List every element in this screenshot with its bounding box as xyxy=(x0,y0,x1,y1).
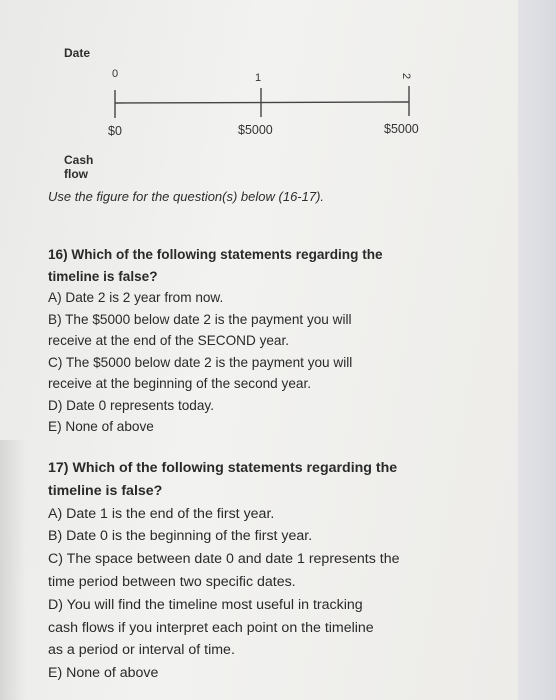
date-axis-label: Date xyxy=(64,46,91,60)
question-17 xyxy=(48,457,528,685)
question-17-line-6: cash flows if you interpret each point on the timeline xyxy=(48,619,374,636)
question-17-line-3: C) The space between date 0 and date 1 represents the xyxy=(48,551,400,568)
cashflow-1: $5000 xyxy=(238,123,273,137)
question-17-line-2: B) Date 0 is the beginning of the first year. xyxy=(48,528,313,545)
question-17-line-5: D) You will find the timeline most useful in tracking xyxy=(48,596,363,613)
cashflow-label-line-1: Cash xyxy=(64,153,94,167)
question-17-line-4: time period between two specific dates. xyxy=(48,573,296,590)
question-16-line-4: C) The $5000 below date 2 is the payment you will xyxy=(48,354,353,370)
cashflow-label-line-2: flow xyxy=(64,167,88,181)
question-17-title-line-2: timeline is false? xyxy=(48,482,163,499)
cashflow-0: $0 xyxy=(108,124,122,138)
question-16-line-2: B) The $5000 below date 2 is the payment you will xyxy=(48,311,352,327)
cashflow-2: $5000 xyxy=(384,122,419,136)
cashflow-axis-label xyxy=(64,153,93,181)
date-2-label: 2 xyxy=(400,72,413,80)
question-16-title-line-1: 16) Which of the following statements regarding the xyxy=(48,247,383,262)
date-1-label: 1 xyxy=(255,72,262,84)
question-16-line-6: D) Date 0 represents today. xyxy=(48,397,214,413)
timeline-axis xyxy=(115,102,409,103)
question-16-line-3: receive at the end of the SECOND year. xyxy=(48,333,290,348)
question-16-line-7: E) None of above xyxy=(48,419,154,434)
question-17-line-7: as a period or interval of time. xyxy=(48,642,235,659)
figure-caption: Use the figure for the question(s) below (16-17). xyxy=(48,189,325,204)
question-16 xyxy=(48,244,528,438)
question-16-title-line-2: timeline is false? xyxy=(48,268,158,284)
question-16-line-1: A) Date 2 is 2 year from now. xyxy=(48,290,224,305)
question-17-title-line-1: 17) Which of the following statements regarding the xyxy=(48,460,398,476)
question-17-line-8: E) None of above xyxy=(48,665,159,682)
date-0-label: 0 xyxy=(112,68,119,80)
question-17-line-1: A) Date 1 is the end of the first year. xyxy=(48,505,275,522)
question-16-line-5: receive at the beginning of the second year. xyxy=(48,376,311,391)
